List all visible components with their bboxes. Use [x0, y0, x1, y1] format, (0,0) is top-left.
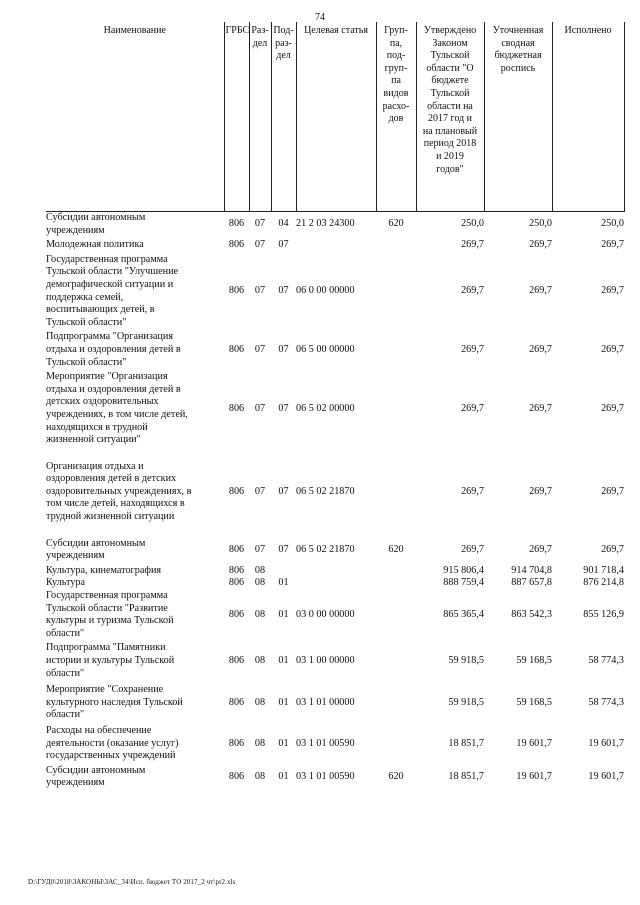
cell-podrazdel: 01	[278, 696, 289, 708]
cell-name: Организация отдыха и оздоровления детей в детских оздоровительных учреждениях, в том числе детей, находящихся в трудной жизненной ситуации	[46, 460, 192, 523]
cell-grbs: 806	[228, 402, 245, 414]
cell-group	[376, 577, 416, 590]
cell-razdel: 07	[254, 239, 266, 251]
cell-name: Культура, кинематография	[46, 564, 162, 576]
cell-grbs: 806	[228, 564, 245, 576]
cell-name: Мероприятие "Организация отдыха и оздоровления детей в детских оздоровительных учреждениях, в том числе детей, находящихся в трудной жизненной ситуации"	[46, 371, 188, 446]
cell-group	[376, 565, 416, 578]
cell-refined: 19 601,7	[516, 737, 552, 749]
table-row	[46, 538, 624, 563]
cell-target: 03 1 01 00590	[296, 771, 355, 783]
cell-executed: 58 774,3	[588, 696, 624, 708]
row-spacer	[46, 524, 624, 538]
cell-podrazdel: 01	[278, 737, 289, 749]
cell-approved: 269,7	[461, 485, 484, 497]
cell-approved: 250,0	[461, 218, 484, 230]
cell-grbs: 806	[228, 543, 245, 555]
cell-target: 06 5 02 21870	[296, 485, 355, 497]
cell-podrazdel: 07	[278, 239, 289, 251]
cell-executed: 269,7	[601, 485, 624, 497]
cell-razdel: 07	[254, 543, 266, 555]
cell-razdel: 07	[254, 285, 266, 297]
cell-approved: 865 365,4	[443, 608, 484, 620]
cell-group: 620	[388, 218, 404, 230]
table-row	[46, 765, 624, 790]
cell-refined: 269,7	[529, 543, 552, 555]
cell-refined: 59 168,5	[516, 655, 552, 666]
cell-executed: 269,7	[601, 285, 624, 297]
cell-razdel: 08	[254, 577, 266, 589]
cell-podrazdel: 07	[278, 543, 289, 555]
cell-approved: 915 806,4	[443, 564, 484, 576]
budget-table	[46, 22, 625, 790]
cell-razdel: 08	[254, 696, 266, 708]
cell-grbs: 806	[228, 218, 245, 230]
header-podrazdel: Под- раз- дел	[271, 22, 296, 212]
table-row	[46, 239, 624, 252]
cell-executed: 19 601,7	[588, 737, 624, 749]
cell-approved: 269,7	[461, 239, 484, 251]
cell-approved: 269,7	[461, 402, 484, 414]
table-row	[46, 371, 624, 447]
cell-razdel: 08	[254, 737, 266, 749]
cell-group	[376, 331, 416, 369]
cell-approved: 888 759,4	[443, 577, 484, 589]
cell-target: 06 0 00 00000	[296, 285, 355, 297]
cell-refined: 914 704,8	[511, 564, 552, 576]
header-approved: Утверждено Законом Тульской области "О бюджете Тульской области на 2017 год и на плановый период 2018 и 2019 годов"	[416, 22, 484, 212]
cell-target	[296, 565, 376, 578]
cell-name: Субсидии автономным учреждениям	[46, 764, 146, 789]
cell-group	[376, 684, 416, 722]
cell-razdel: 08	[254, 564, 266, 576]
cell-grbs: 806	[228, 655, 245, 666]
cell-name: Подпрограмма "Организация отдыха и оздоровления детей в Тульской области"	[46, 331, 181, 368]
cell-group	[376, 371, 416, 447]
cell-razdel: 08	[254, 655, 266, 666]
cell-executed: 269,7	[601, 239, 624, 251]
cell-executed: 269,7	[601, 543, 624, 555]
table-header	[46, 22, 624, 212]
cell-group: 620	[388, 771, 404, 783]
cell-group	[376, 590, 416, 640]
cell-executed: 269,7	[601, 343, 624, 355]
cell-approved: 269,7	[461, 343, 484, 355]
cell-razdel: 07	[254, 485, 266, 497]
file-path-footer: D:\ГУД0\2018\ЗАКОНЫ\ЗАС_34\Исп. бюджет ТО 2017_2 чт\рr2.xls	[28, 878, 236, 886]
table-row	[46, 725, 624, 763]
cell-target	[296, 239, 376, 252]
cell-approved: 269,7	[461, 543, 484, 555]
cell-target: 03 1 00 00000	[296, 655, 355, 666]
table-row	[46, 642, 624, 680]
cell-name: Субсидии автономным учреждениям	[46, 212, 146, 236]
cell-grbs: 806	[228, 577, 245, 589]
cell-refined: 887 657,8	[511, 577, 552, 589]
cell-refined: 269,7	[529, 343, 552, 355]
cell-grbs: 806	[228, 285, 245, 297]
cell-grbs: 806	[228, 239, 245, 251]
header-razdel: Раз- дел	[249, 22, 271, 212]
cell-group	[376, 461, 416, 524]
table-body	[46, 212, 624, 790]
cell-razdel: 08	[254, 608, 266, 620]
cell-razdel: 07	[254, 402, 266, 414]
cell-target: 06 5 00 00000	[296, 343, 355, 355]
cell-podrazdel: 07	[278, 402, 289, 414]
cell-name: Государственная программа Тульской области "Улучшение демографической ситуации и поддержка семей, воспитывающих детей, в Тульской области"	[46, 253, 179, 328]
table-row	[46, 565, 624, 578]
cell-refined: 59 168,5	[516, 696, 552, 708]
header-group: Груп- па, под- груп- па видов расхо- дов	[376, 22, 416, 212]
cell-grbs: 806	[228, 608, 245, 620]
header-target: Целевая статья	[296, 22, 376, 212]
cell-grbs: 806	[228, 771, 245, 783]
cell-podrazdel: 07	[278, 343, 289, 355]
cell-podrazdel: 01	[278, 655, 289, 666]
header-refined: Уточненная сводная бюджетная роспись	[484, 22, 552, 212]
table-row	[46, 254, 624, 330]
cell-refined: 269,7	[529, 239, 552, 251]
table-row	[46, 577, 624, 590]
table-row	[46, 461, 624, 524]
cell-podrazdel: 01	[278, 577, 289, 589]
cell-approved: 59 918,5	[448, 655, 484, 666]
cell-name: Подпрограмма "Памятники истории и культуры Тульской области"	[46, 642, 175, 679]
cell-group	[376, 239, 416, 252]
table-row	[46, 684, 624, 722]
cell-name: Мероприятие "Сохранение культурного наследия Тульской области"	[46, 684, 183, 721]
cell-razdel: 07	[254, 218, 266, 230]
cell-target: 03 0 00 00000	[296, 608, 355, 620]
cell-grbs: 806	[228, 696, 245, 708]
cell-podrazdel: 07	[278, 485, 289, 497]
header-executed: Исполнено	[552, 22, 624, 212]
cell-refined: 269,7	[529, 402, 552, 414]
cell-executed: 901 718,4	[583, 564, 624, 576]
cell-approved: 59 918,5	[448, 696, 484, 708]
cell-group	[376, 642, 416, 680]
cell-target: 03 1 01 00590	[296, 737, 355, 749]
cell-executed: 58 774,3	[588, 655, 624, 666]
cell-target: 21 2 03 24300	[296, 218, 355, 230]
cell-grbs: 806	[228, 737, 245, 749]
cell-group: 620	[388, 543, 404, 555]
cell-approved: 18 851,7	[448, 771, 484, 783]
cell-executed: 19 601,7	[588, 771, 624, 783]
row-spacer	[46, 447, 624, 461]
cell-podrazdel	[271, 565, 296, 578]
cell-name: Культура	[46, 577, 86, 589]
cell-podrazdel: 01	[278, 771, 289, 783]
cell-executed: 250,0	[601, 218, 624, 230]
cell-podrazdel: 01	[278, 608, 289, 620]
cell-razdel: 07	[254, 343, 266, 355]
cell-name: Субсидии автономным учреждениям	[46, 537, 146, 562]
header-grbs: ГРБС	[224, 22, 249, 212]
cell-name: Расходы на обеспечение деятельности (оказание услуг) государственных учреждений	[46, 724, 179, 762]
cell-name: Молодежная политика	[46, 239, 144, 251]
cell-group	[376, 254, 416, 330]
table-row	[46, 590, 624, 640]
cell-name: Государственная программа Тульской области "Развитие культуры и туризма Тульской области"	[46, 590, 174, 639]
cell-target: 06 5 02 00000	[296, 402, 355, 414]
header-name: Наименование	[46, 22, 224, 212]
cell-grbs: 806	[228, 485, 245, 497]
cell-target: 06 5 02 21870	[296, 543, 355, 555]
table-row	[46, 212, 624, 238]
cell-approved: 269,7	[461, 285, 484, 297]
cell-podrazdel: 07	[278, 285, 289, 297]
cell-refined: 269,7	[529, 485, 552, 497]
cell-executed: 855 126,9	[583, 608, 624, 620]
cell-podrazdel: 04	[278, 218, 289, 230]
cell-grbs: 806	[228, 343, 245, 355]
cell-executed: 269,7	[601, 402, 624, 414]
cell-refined: 19 601,7	[516, 771, 552, 783]
cell-approved: 18 851,7	[448, 737, 484, 749]
cell-refined: 269,7	[529, 285, 552, 297]
cell-target	[296, 577, 376, 590]
cell-group	[376, 725, 416, 763]
cell-executed: 876 214,8	[583, 577, 624, 589]
table-row	[46, 331, 624, 369]
page-number: 74	[315, 12, 325, 23]
cell-razdel: 08	[254, 771, 266, 783]
cell-refined: 863 542,3	[511, 608, 552, 620]
cell-refined: 250,0	[529, 218, 552, 230]
cell-target: 03 1 01 00000	[296, 696, 355, 708]
